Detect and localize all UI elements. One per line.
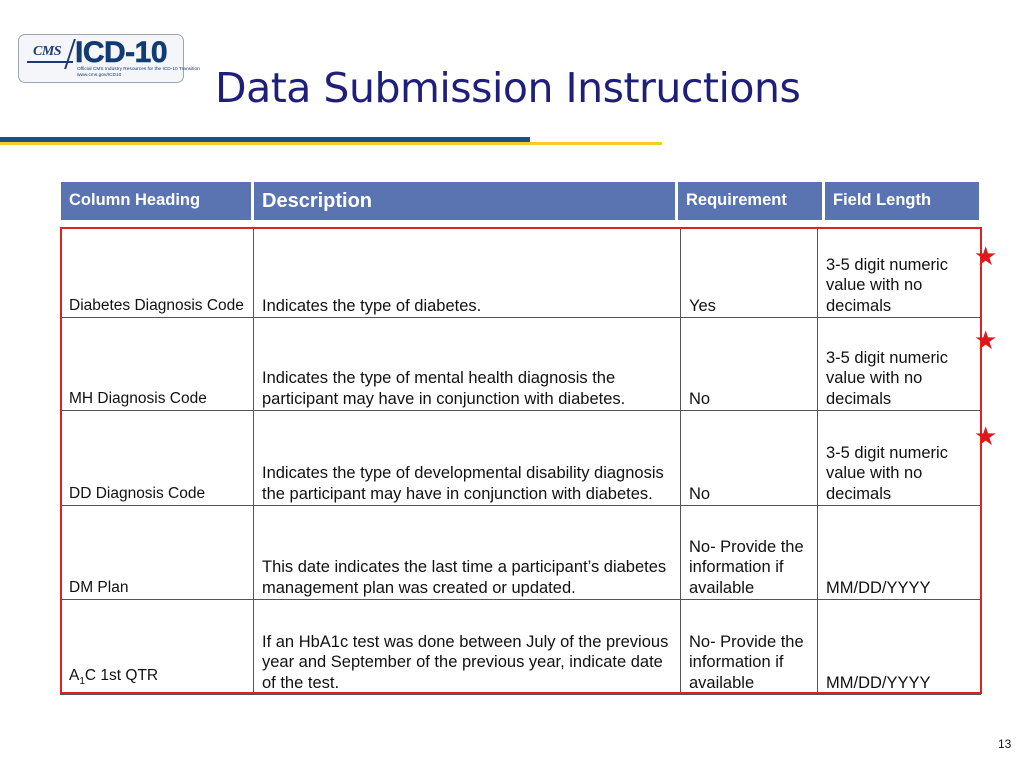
page-number: 13 [998,737,1012,751]
table-row [61,318,981,411]
cell-heading: DM Plan [61,506,254,600]
slide-title: Data Submission Instructions [215,64,801,112]
cell-field-length: 3-5 digit numeric value with no decimals [818,228,981,318]
heading-suffix: C 1st QTR [84,667,159,685]
title-rule-yellow [0,142,662,145]
header-field-length [825,182,979,220]
star-icon: ★ [974,326,998,356]
data-table [60,227,981,695]
header-description-label: Description [262,190,373,212]
cell-requirement [681,506,818,600]
icd10-logo [18,34,200,83]
star-icon: ★ [974,242,998,272]
star-icon: ★ [974,422,998,452]
cell-heading [61,600,254,695]
header-column-heading [61,182,251,220]
cell-heading: DD Diagnosis Code [61,411,254,506]
cell-description: Indicates the type of developmental disability diagnosis the participant may have in conjunction with diabetes. [254,411,681,506]
cell-field-length: 3-5 digit numeric value with no decimals [818,318,981,411]
header-requirement [678,182,822,220]
logo-subtitle [77,67,200,78]
cell-heading: MH Diagnosis Code [61,318,254,411]
table-row [61,411,981,506]
icd10-logo-text: ICD-10 [75,36,168,69]
header-description [254,182,675,220]
cell-description: Indicates the type of diabetes. [254,228,681,318]
cell-requirement-text: No- Provide the information if available [689,632,804,692]
heading-subscript: 1 [79,676,85,688]
cms-logo-text: CMS [33,44,62,59]
table-row [61,228,981,318]
cell-requirement-text: No- Provide the information if available [689,537,804,597]
table-row [61,506,981,600]
cell-requirement: Yes [681,228,818,318]
cell-description: This date indicates the last time a participant’s diabetes management plan was created or updated. [254,506,681,600]
cell-heading: Diabetes Diagnosis Code [61,228,254,318]
cell-field-length: MM/DD/YYYY [818,600,981,695]
header-column-heading-label: Column Heading [69,191,201,209]
heading-prefix: A [69,667,80,685]
cell-description: Indicates the type of mental health diagnosis the participant may have in conjunction with diabetes. [254,318,681,411]
cell-description: If an HbA1c test was done between July of the previous year and September of the previous year, indicate date of the test. [254,600,681,695]
cell-requirement: No [681,318,818,411]
cell-field-length: 3-5 digit numeric value with no decimals [818,411,981,506]
cell-requirement: No [681,411,818,506]
logo-subtitle-line2: www.cms.gov/ICD10 [77,72,122,78]
table-row [61,600,981,695]
header-field-length-label: Field Length [833,191,932,209]
cell-requirement [681,600,818,695]
header-requirement-label: Requirement [686,191,787,209]
logo-subtitle-line1: Official CMS Industry Resources for the ICD-10 Transition [77,67,200,72]
cell-field-length: MM/DD/YYYY [818,506,981,600]
